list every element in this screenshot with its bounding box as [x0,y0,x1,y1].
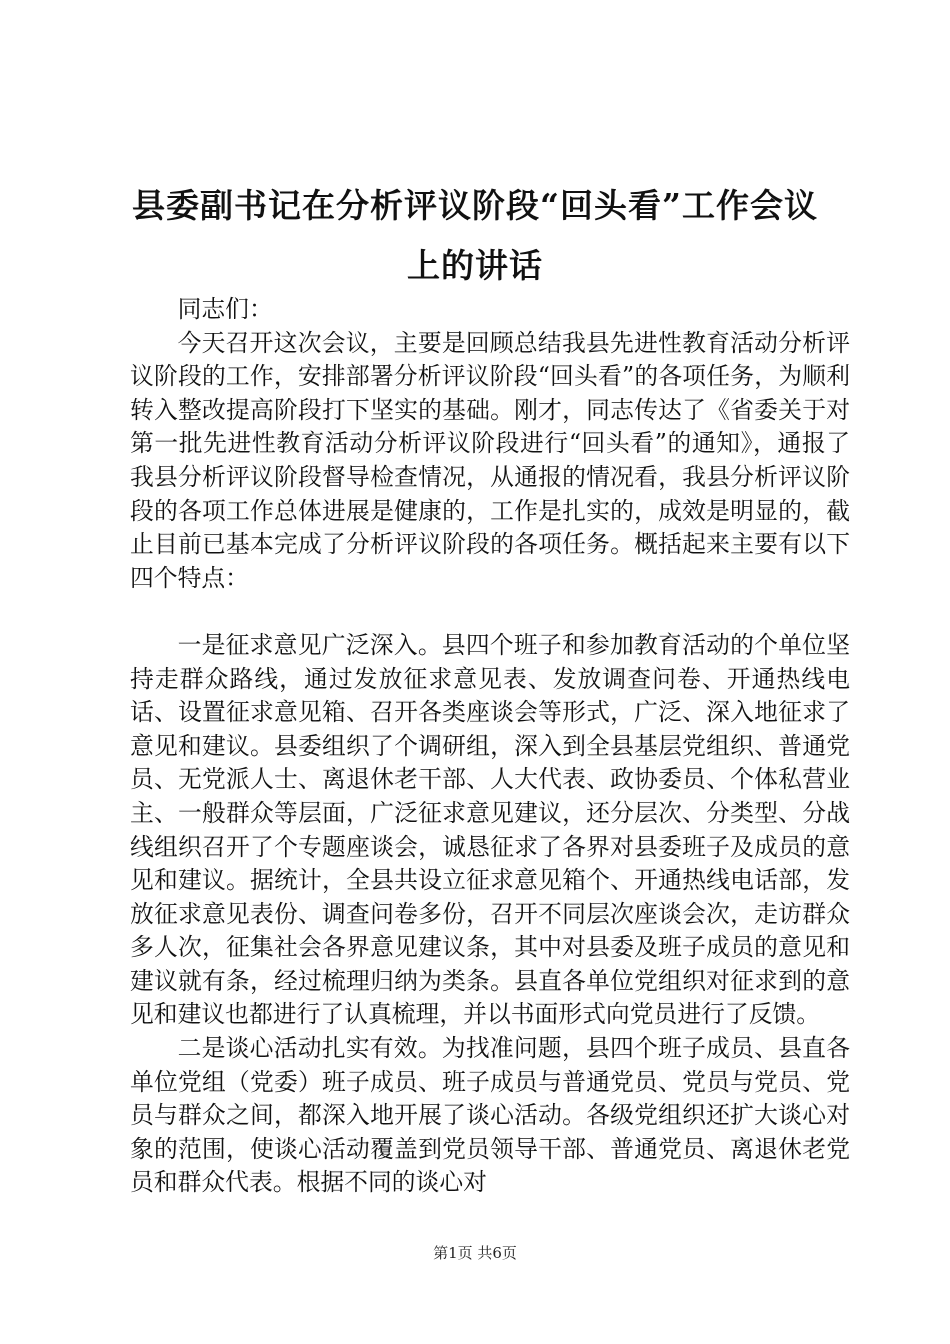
document-title: 县委副书记在分析评议阶段“回头看”工作会议上的讲话 [132,186,818,285]
greeting: 同志们： [177,295,273,323]
paragraph-intro: 今天召开这次会议，主要是回顾总结我县先进性教育活动分析评议阶段的工作，安排部署分析评议阶段“回头看”的各项任务，为顺利转入整改提高阶段打下坚实的基础。刚才，同志传达了《省委关于对第一批先进性教育活动分析评议阶段进行“回头看”的通知》，通报了我县分析评议阶段督导检查情况，从通报的情况看，我县分析评议阶段的各项工作总体进展是健康的，工作是扎实的，成效是明显的，截止目前已基本完成了分析评议阶段的各项任务。概括起来主要有以下四个特点： [130,328,850,592]
paragraph-point-two: 二是谈心活动扎实有效。为找准问题，县四个班子成员、县直各单位党组（党委）班子成员、班子成员与普通党员、党员与党员、党员与群众之间，都深入地开展了谈心活动。各级党组织还扩大谈心对象的范围，使谈心活动覆盖到党员领导干部、普通党员、离退休老党员和群众代表。根据不同的谈心对 [130,1034,850,1197]
document-body [130,293,850,1200]
page-number: 第1页 共6页 [433,1244,517,1262]
paragraph-point-one: 一是征求意见广泛深入。县四个班子和参加教育活动的个单位坚持走群众路线，通过发放征求意见表、发放调查问卷、开通热线电话、设置征求意见箱、召开各类座谈会等形式，广泛、深入地征求了意见和建议。县委组织了个调研组，深入到全县基层党组织、普通党员、无党派人士、离退休老干部、人大代表、政协委员、个体私营业主、一般群众等层面，广泛征求意见建议，还分层次、分类型、分战线组织召开了个专题座谈会，诚恳征求了各界对县委班子及成员的意见和建议。据统计，全县共设立征求意见箱个、开通热线电话部，发放征求意见表份、调查问卷多份，召开不同层次座谈会次，走访群众多人次，征集社会各界意见建议条，其中对县委及班子成员的意见和建议就有条，经过梳理归纳为类条。县直各单位党组织对征求到的意见和建议也都进行了认真梳理，并以书面形式向党员进行了反馈。 [130,630,850,1029]
